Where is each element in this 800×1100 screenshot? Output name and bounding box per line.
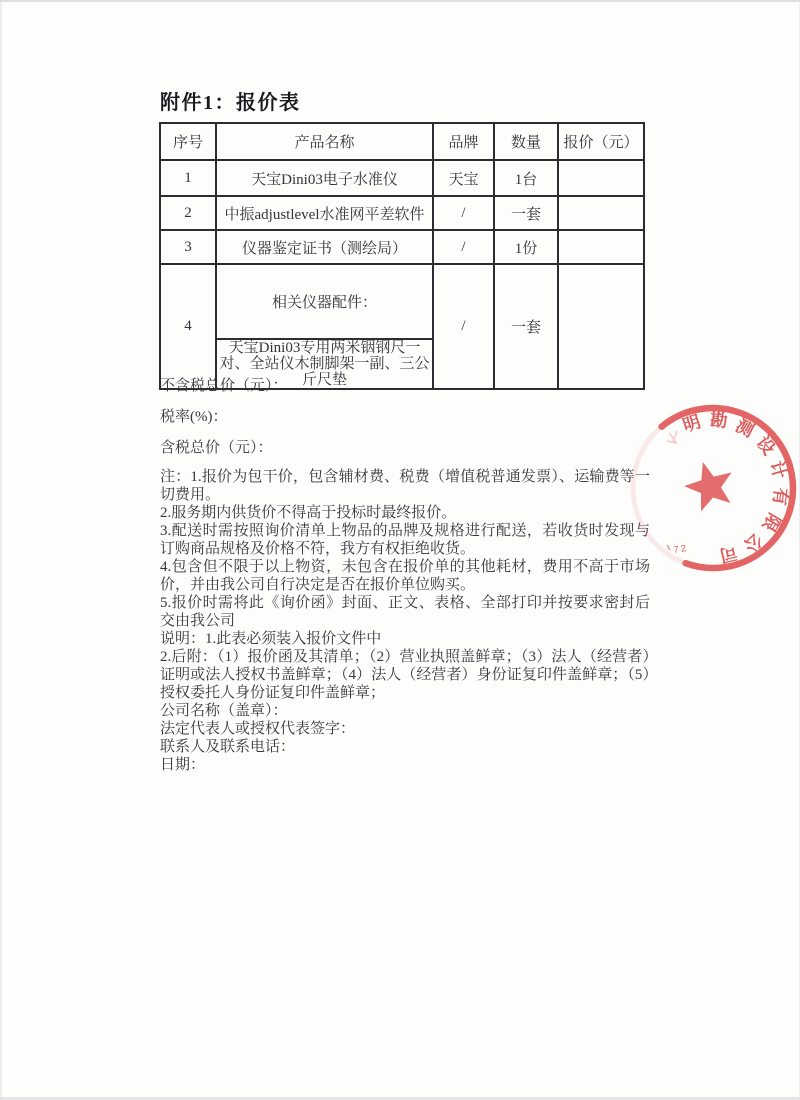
signature-company-name: 公司名称（盖章）： bbox=[160, 703, 288, 719]
note-line: 2.服务期内供货价不得高于投标时最终报价。 bbox=[160, 505, 457, 521]
cell-price bbox=[558, 230, 644, 264]
cell-price bbox=[558, 196, 644, 230]
cell-qty: 一套 bbox=[494, 196, 558, 230]
note-line: 2.后附：（1）报价函及其清单；（2）营业执照盖鲜章；（3）法人（经营者）证明或法人授权书盖鲜章；（4）法人（经营者）身份证复印件盖鲜章；（5）授权委托人身份证复印件盖鲜章； bbox=[160, 649, 650, 701]
scan-edge-left bbox=[0, 0, 2, 1100]
col-header-price: 报价（元） bbox=[558, 123, 644, 160]
col-header-no: 序号 bbox=[160, 123, 216, 160]
note-line: 说明：1.此表必须装入报价文件中 bbox=[160, 631, 382, 647]
cell-product-bottom: 天宝Dini03专用两米铟钢尺一对、全站仪木制脚架一副、三公斤尺垫 bbox=[216, 339, 433, 389]
cell-qty: 1份 bbox=[494, 230, 558, 264]
col-header-product: 产品名称 bbox=[216, 123, 433, 160]
company-seal-stamp bbox=[620, 395, 800, 585]
signature-date: 日期： bbox=[160, 757, 206, 773]
table-row bbox=[160, 264, 644, 339]
total-excl-tax-label: 不含税总价（元）： bbox=[160, 378, 288, 394]
cell-qty: 1台 bbox=[494, 160, 558, 196]
cell-product: 仪器鉴定证书（测绘局） bbox=[216, 230, 433, 264]
note-line: 4.包含但不限于以上物资，未包含在报价单的其他耗材，费用不高于市场价，并由我公司自行决定是否在报价单位购买。 bbox=[160, 559, 650, 593]
page-title: 附件1：报价表 bbox=[160, 92, 301, 114]
cell-price bbox=[558, 160, 644, 196]
cell-brand: 天宝 bbox=[433, 160, 494, 196]
cell-price bbox=[558, 264, 644, 389]
col-header-qty: 数量 bbox=[494, 123, 558, 160]
cell-no: 3 bbox=[160, 230, 216, 264]
signature-contact: 联系人及联系电话： bbox=[160, 739, 296, 755]
col-header-brand: 品牌 bbox=[433, 123, 494, 160]
seal-ring-faded bbox=[633, 427, 686, 564]
cell-no: 2 bbox=[160, 196, 216, 230]
cell-qty: 一套 bbox=[494, 264, 558, 389]
note-line: 5.报价时需将此《询价函》封面、正文、表格、全部打印并按要求密封后交由我公司 bbox=[160, 595, 650, 629]
cell-product: 天宝Dini03电子水准仪 bbox=[216, 160, 433, 196]
cell-product-top: 相关仪器配件： bbox=[216, 264, 433, 339]
cell-no: 1 bbox=[160, 160, 216, 196]
table-row bbox=[160, 230, 644, 264]
cell-no: 4 bbox=[160, 264, 216, 389]
seal-arc-text: 明勘测设计有限公司 bbox=[680, 409, 792, 566]
notes-section bbox=[160, 468, 650, 774]
total-incl-tax-label: 含税总价（元）： bbox=[160, 440, 273, 456]
table-header-row bbox=[160, 123, 644, 160]
quotation-table bbox=[159, 122, 645, 390]
seal-code: 72 bbox=[672, 542, 689, 556]
cell-brand: / bbox=[433, 264, 494, 389]
table-row bbox=[160, 196, 644, 230]
scan-edge-top bbox=[0, 0, 800, 2]
seal-star-icon bbox=[679, 455, 739, 514]
note-line: 注：1.报价为包干价，包含辅材费、税费（增值税普通发票）、运输费等一切费用。 bbox=[160, 469, 650, 503]
seal-code-tick bbox=[667, 545, 670, 550]
signature-legal-rep: 法定代表人或授权代表签字： bbox=[160, 721, 356, 737]
table-row bbox=[160, 160, 644, 196]
cell-brand: / bbox=[433, 230, 494, 264]
cell-brand: / bbox=[433, 196, 494, 230]
seal-faded-char-mark bbox=[667, 431, 677, 443]
note-line: 3.配送时需按照询价清单上物品的品牌及规格进行配送，若收货时发现与订购商品规格及价格不符，我方有权拒绝收货。 bbox=[160, 523, 650, 557]
tax-rate-label: 税率(%)： bbox=[160, 409, 228, 425]
cell-product: 中振adjustlevel水准网平差软件 bbox=[216, 196, 433, 230]
